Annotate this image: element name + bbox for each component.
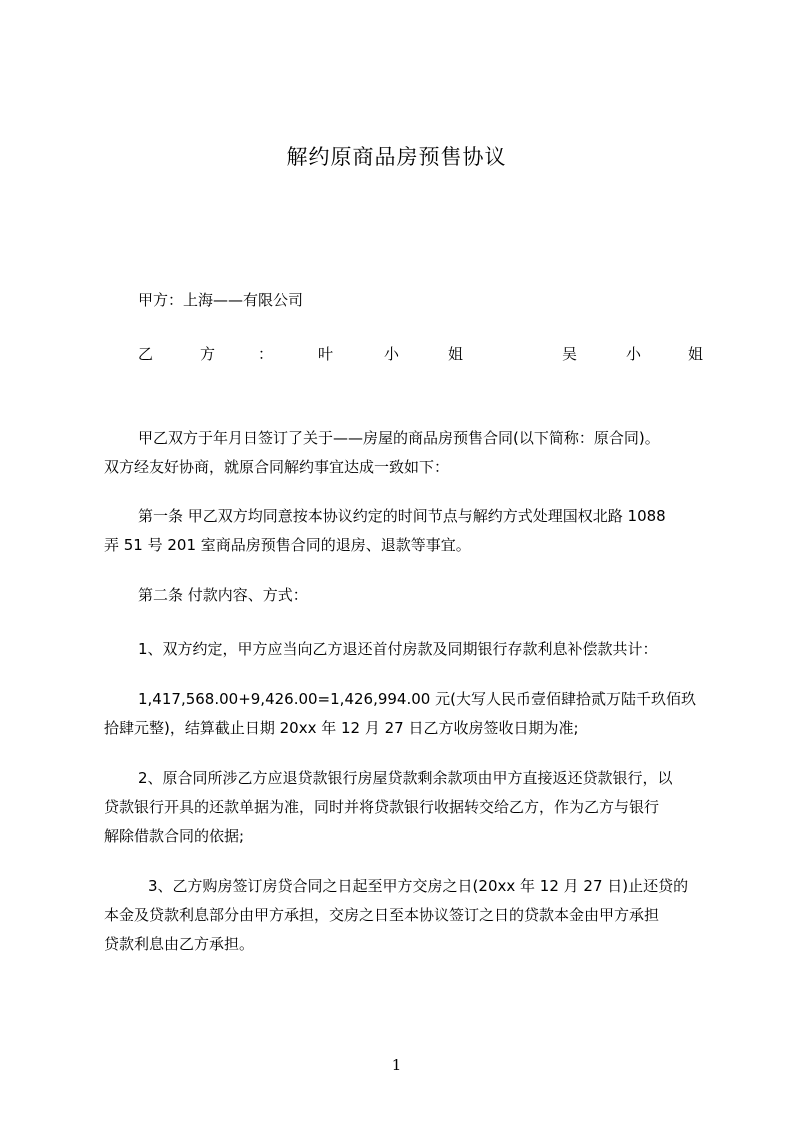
intro-line-1: 甲乙双方于年月日签订了关于——房屋的商品房预售合同(以下简称：原合同)。	[138, 429, 660, 447]
item-3-line-2: 本金及贷款利息部分由甲方承担，交房之日至本协议签订之日的贷款本金由甲方承担	[104, 906, 660, 924]
amount-line-2: 拾肆元整)，结算截止日期 20xx 年 12 月 27 日乙方收房签收日期为准;	[104, 719, 579, 737]
item-2-line-1: 2、原合同所涉乙方应退贷款银行房屋贷款剩余款项由甲方直接返还贷款银行，以	[138, 769, 673, 787]
article-2-heading: 第二条 付款内容、方式：	[138, 586, 308, 604]
party-a-line: 甲方：上海——有限公司	[138, 291, 304, 309]
item-3-line-3: 贷款利息由乙方承担。	[104, 935, 255, 953]
party-b-label-char: 乙	[138, 345, 154, 363]
intro-line-2: 双方经友好协商，就原合同解约事宜达成一致如下：	[104, 458, 450, 476]
item-3	[104, 872, 716, 959]
party-b-name2-char: 吴	[562, 345, 578, 363]
article-1-line-2: 弄 51 号 201 室商品房预售合同的退房、退款等事宜。	[104, 536, 471, 554]
amount-paragraph	[104, 685, 716, 743]
party-b-name1-char: 叶	[318, 345, 334, 363]
party-b-label-char: 方	[200, 345, 216, 363]
item-2	[104, 764, 716, 851]
intro-paragraph	[104, 424, 716, 482]
party-b-line	[138, 344, 710, 366]
party-b-name2-char: 小	[626, 345, 642, 363]
party-b-name2-char: 姐	[688, 345, 704, 363]
article-1-line-1: 第一条 甲乙双方均同意按本协议约定的时间节点与解约方式处理国权北路 1088	[138, 507, 666, 525]
item-2-line-3: 解除借款合同的依据;	[104, 827, 245, 845]
item-2-line-2: 贷款银行开具的还款单据为准，同时并将贷款银行收据转交给乙方，作为乙方与银行	[104, 798, 660, 816]
page-number: 1	[391, 1056, 402, 1074]
amount-line-1: 1,417,568.00+9,426.00=1,426,994.00 元(大写人民币壹佰肆拾贰万陆千玖佰玖	[138, 690, 696, 708]
item-3-line-1: 3、乙方购房签订房贷合同之日起至甲方交房之日(20xx 年 12 月 27 日)止还贷的	[148, 877, 689, 895]
party-b-name1-char: 姐	[448, 345, 464, 363]
document-title: 解约原商品房预售协议	[286, 145, 507, 169]
article-1	[104, 502, 716, 560]
party-b-name1-char: 小	[384, 345, 400, 363]
item-1: 1、双方约定，甲方应当向乙方退还首付房款及同期银行存款利息补偿款共计：	[138, 640, 658, 658]
party-b-label-colon: ：	[258, 345, 274, 363]
